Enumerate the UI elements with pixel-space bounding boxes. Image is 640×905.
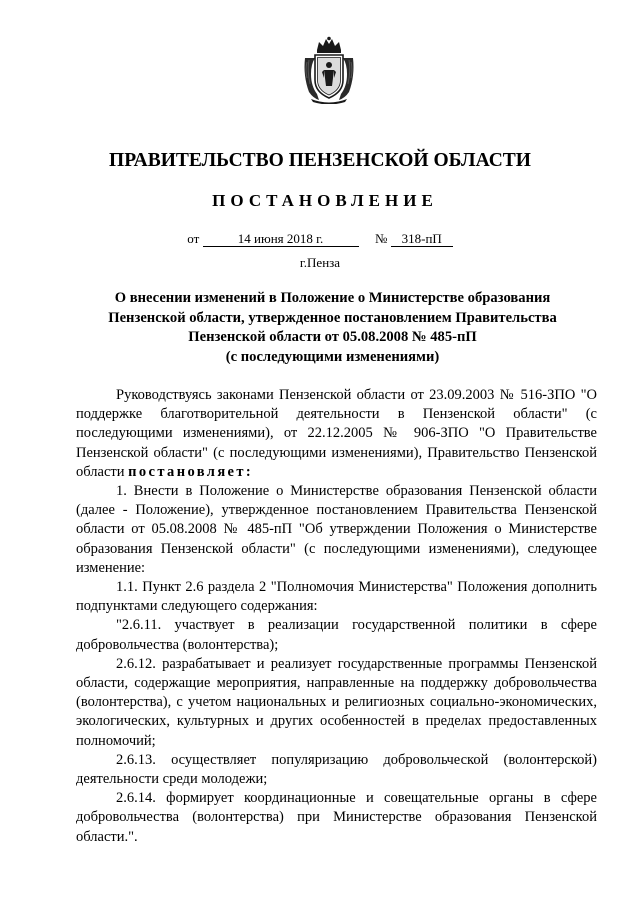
paragraph-subitem-2-6-13: 2.6.13. осуществляет популяризацию добровольческой (волонтерской) деятельности среди молодежи; (76, 751, 597, 788)
paragraph-subitem-2-6-14: 2.6.14. формирует координационные и совещательные органы в сфере добровольчества (волонтерства) при Министерстве образования Пензенской области.". (76, 790, 597, 845)
document-city: г.Пенза (299, 255, 341, 270)
paragraph-subitem-2-6-11: "2.6.11. участвует в реализации государственной политики в сфере добровольчества (волонтерства); (76, 617, 597, 653)
number-prefix: № (375, 231, 388, 246)
subject-line: Пензенской области, утвержденное постановлением Правительства (108, 309, 557, 326)
document-number: 318-пП (391, 232, 453, 247)
document-subject (75, 289, 590, 367)
document-date: 14 июня 2018 г. (203, 232, 359, 247)
subject-line: Пензенской области от 05.08.2008 № 485-пП (188, 329, 477, 345)
penza-coat-of-arms-icon (301, 36, 357, 104)
government-title: ПРАВИТЕЛЬСТВО ПЕНЗЕНСКОЙ ОБЛАСТИ (109, 150, 531, 171)
decree-word: постановляет: (128, 463, 254, 480)
subject-line: О внесении изменений в Положение о Министерстве образования (114, 290, 551, 306)
document-type: ПОСТАНОВЛЕНИЕ (212, 191, 438, 210)
paragraph-item-1-1: 1.1. Пункт 2.6 раздела 2 "Полномочия Министерства" Положения дополнить подпунктами следующего содержания: (76, 579, 597, 615)
preamble-text: Руководствуясь законами Пензенской области от 23.09.2003 № 516-ЗПО "О поддержке благотворительной деятельности в Пензенской области" (с последующими изменениями), от 22.12.2005 № 906-ЗПО "О Правительстве Пензенской области" (с последующими изменениями), Правительство Пензенской области (76, 387, 597, 480)
date-prefix: от (187, 231, 200, 246)
subject-line: (с последующими изменениями) (225, 348, 440, 365)
document-meta (0, 231, 640, 247)
paragraph-subitem-2-6-12: 2.6.12. разрабатывает и реализует государственные программы Пензенской области, содержащие мероприятия, направленные на поддержку добровольчества (волонтерства), с учетом национальных и религиозных социально-экономических, экологических, культурных и других особенностей в пределах предоставленных полномочий; (76, 655, 597, 749)
paragraph-preamble (76, 386, 597, 482)
document-body (76, 386, 597, 847)
paragraph-item-1: 1. Внести в Положение о Министерстве образования Пензенской области (далее - Положение), утвержденное постановлением Правительства Пензенской области от 05.08.2008 № 485-пП "Об утверждении Положения о Министерстве образования Пензенской области" (с последующими изменениями), следующее изменение: (76, 483, 597, 576)
